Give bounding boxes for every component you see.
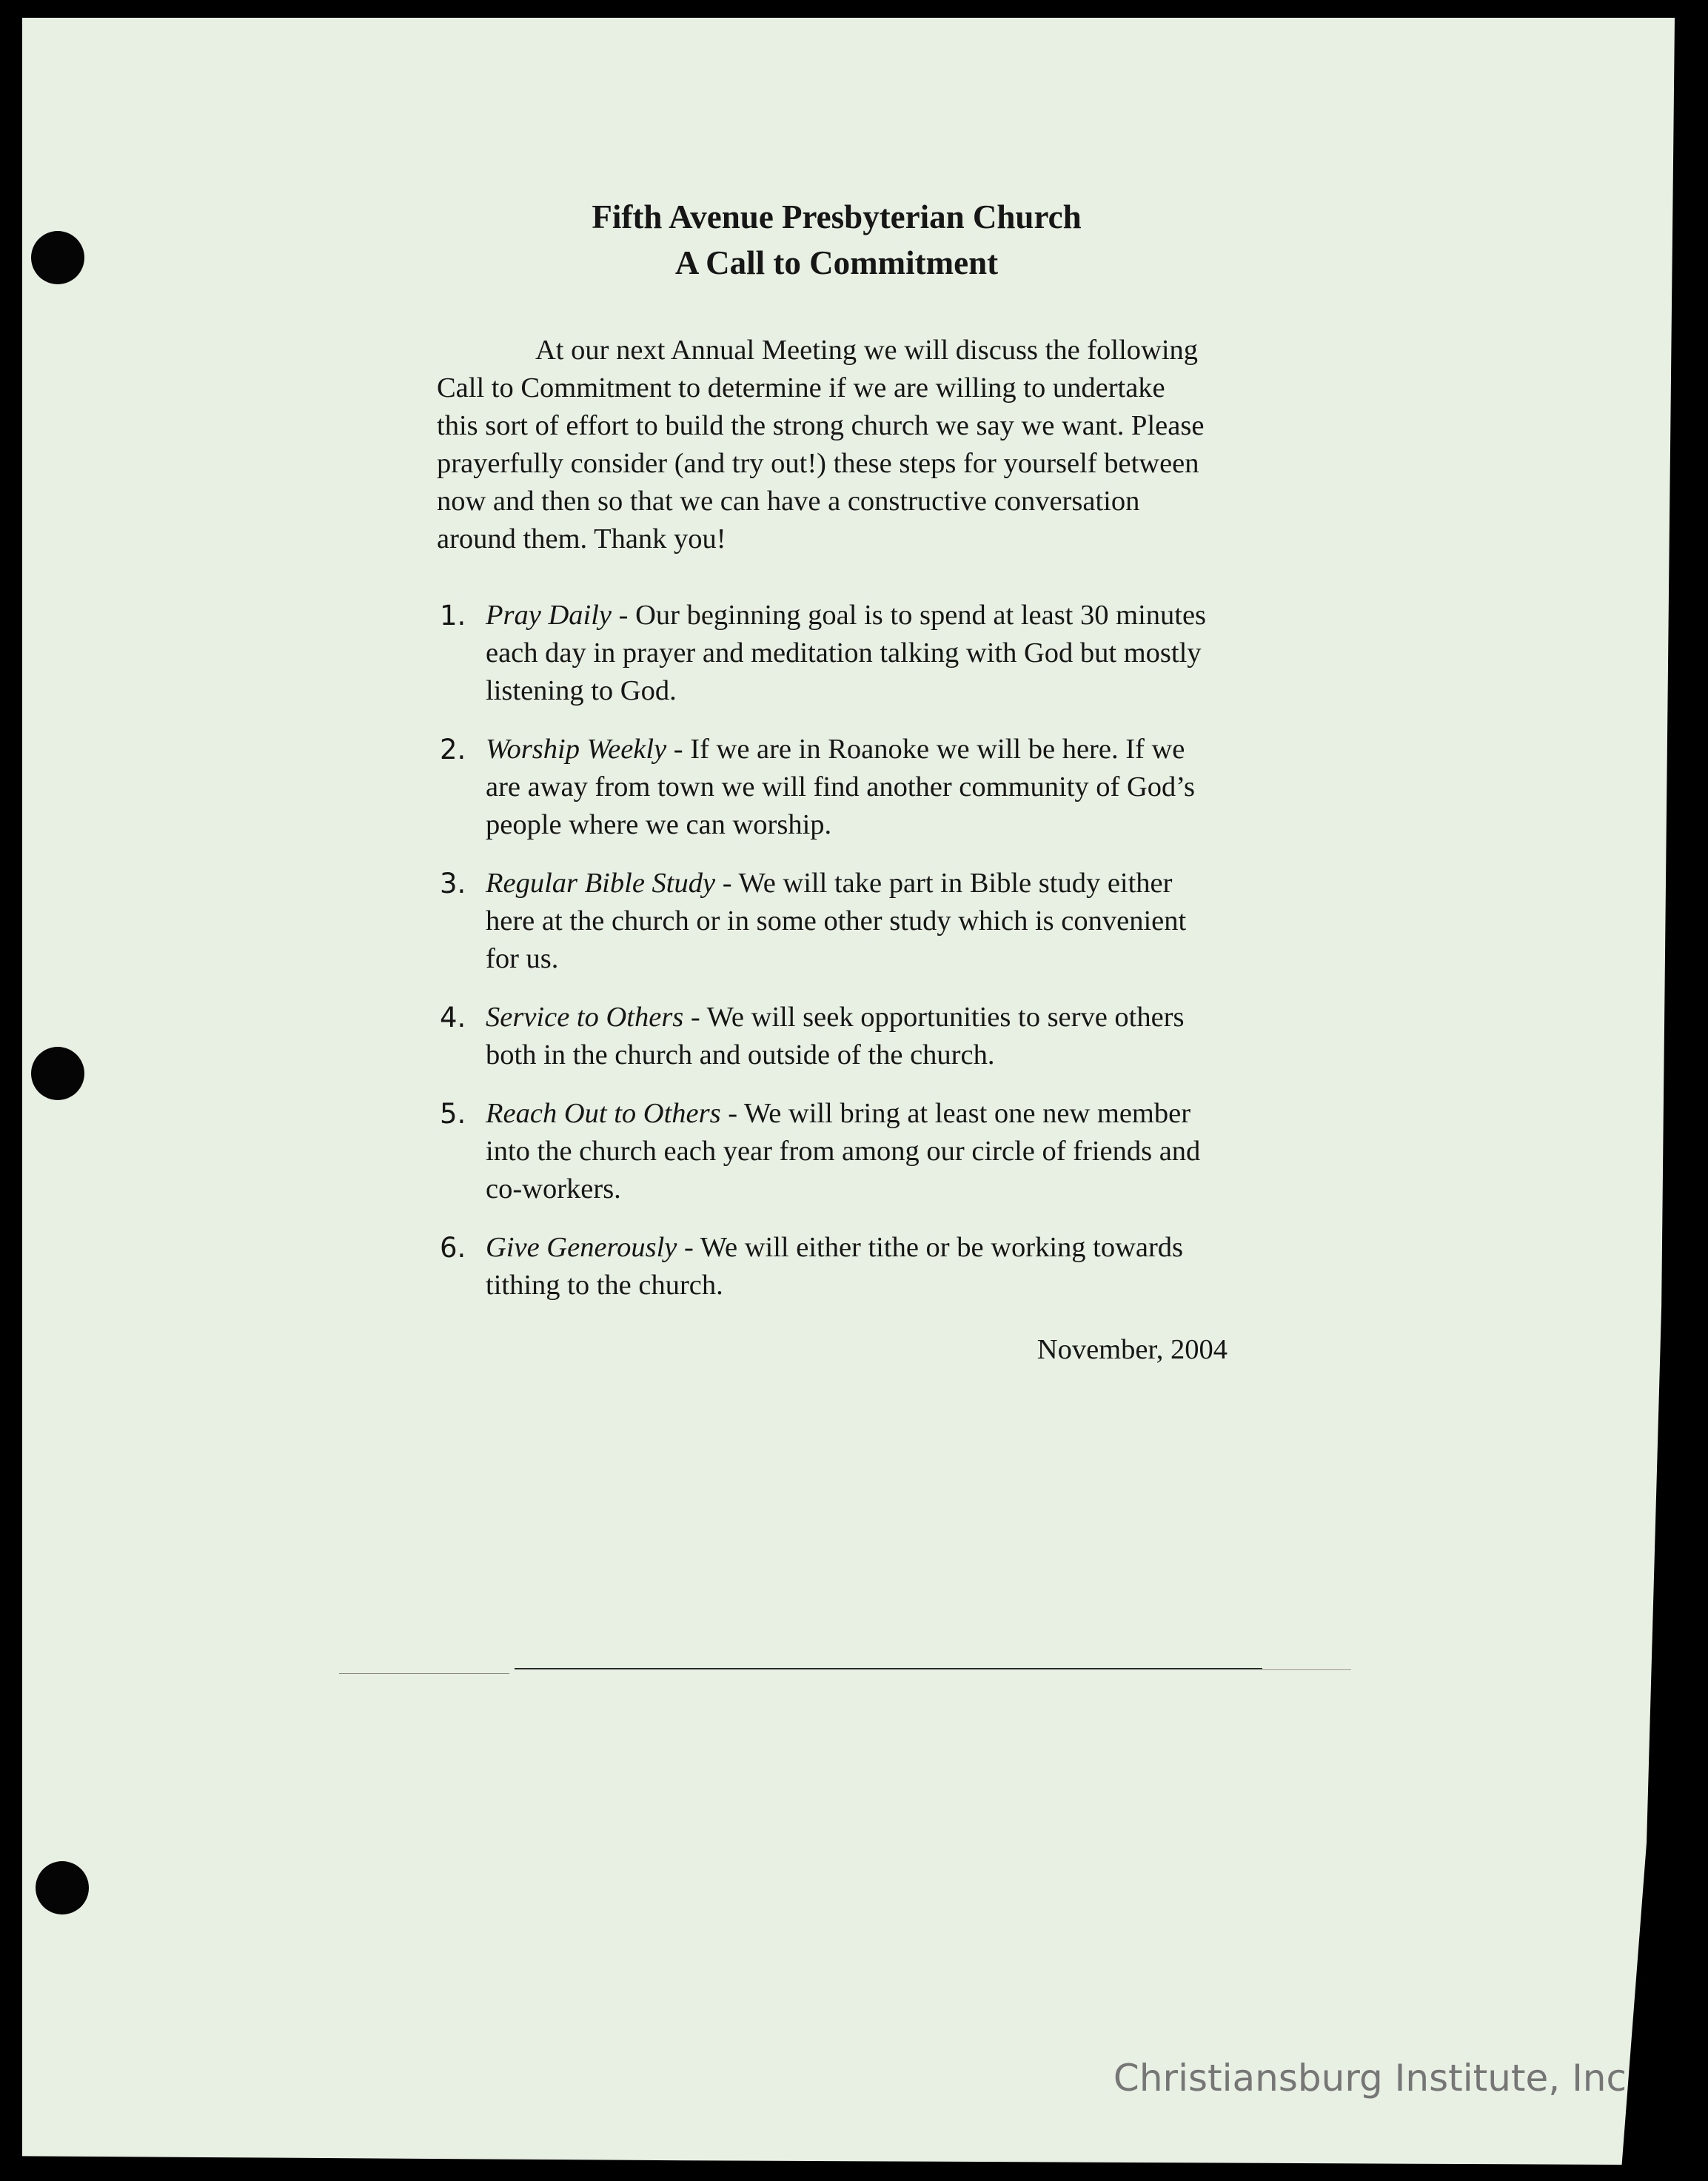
- punch-hole-middle: [31, 1047, 84, 1100]
- list-item: [437, 865, 1236, 978]
- punch-hole-bottom: [36, 1861, 89, 1914]
- item-title: Give Generously: [486, 1232, 677, 1263]
- faint-rule-right: [1262, 1669, 1351, 1670]
- item-description: - Our beginning goal is to spend at least 30 minutes each day in prayer and meditation talking with God but mostly listening to God.: [486, 600, 1207, 706]
- document-date: November, 2004: [1036, 1334, 1228, 1365]
- item-number: 4.: [440, 1002, 466, 1033]
- item-description: - We will either tithe or be working towards tithing to the church.: [486, 1232, 1184, 1301]
- faint-rule-left: [339, 1673, 509, 1674]
- document-body: [437, 194, 1236, 1369]
- commitment-list: [437, 597, 1236, 1304]
- item-description: - We will seek opportunities to serve others both in the church and outside of the church.: [486, 1002, 1185, 1071]
- list-item: [437, 999, 1236, 1074]
- document-title: [437, 194, 1236, 286]
- punch-hole-top: [31, 231, 84, 284]
- item-number: 6.: [440, 1232, 466, 1264]
- item-number: 1.: [440, 600, 466, 631]
- watermark: Christiansburg Institute, Inc: [1113, 2057, 1627, 2100]
- item-description: - We will bring at least one new member into the church each year from among our circle of friends and co-workers.: [486, 1098, 1201, 1205]
- item-body: [486, 999, 1226, 1074]
- list-item: [437, 1229, 1236, 1304]
- item-number: 3.: [440, 868, 466, 899]
- item-number: 2.: [440, 734, 466, 765]
- list-item: [437, 597, 1236, 710]
- horizontal-rule: [515, 1668, 1262, 1669]
- title-line-call: A Call to Commitment: [674, 244, 999, 281]
- item-body: [486, 865, 1226, 978]
- list-item: [437, 1095, 1236, 1208]
- item-body: [486, 1229, 1226, 1304]
- title-line-church: Fifth Avenue Presbyterian Church: [592, 198, 1082, 235]
- item-body: [486, 597, 1226, 710]
- item-title: Reach Out to Others: [486, 1098, 721, 1129]
- item-body: [486, 731, 1226, 844]
- list-item: [437, 731, 1236, 844]
- item-title: Pray Daily: [486, 600, 612, 631]
- item-title: Worship Weekly: [486, 734, 667, 765]
- item-title: Service to Others: [486, 1002, 684, 1033]
- item-description: - We will take part in Bible study either here at the church or in some other study which is convenient for us.: [486, 868, 1187, 974]
- item-body: [486, 1095, 1226, 1208]
- intro-paragraph: At our next Annual Meeting we will discuss the following Call to Commitment to determine if we are willing to undertake this sort of effort to build the strong church we say we want. Please prayerfully consider (and try out!) these steps for yourself between now and then so that we can have a constructive conversation around them. Thank you!: [437, 335, 1205, 555]
- item-description: - If we are in Roanoke we will be here. If we are away from town we will find another community of God’s people where we can worship.: [486, 734, 1195, 840]
- item-title: Regular Bible Study: [486, 868, 716, 899]
- item-number: 5.: [440, 1098, 466, 1130]
